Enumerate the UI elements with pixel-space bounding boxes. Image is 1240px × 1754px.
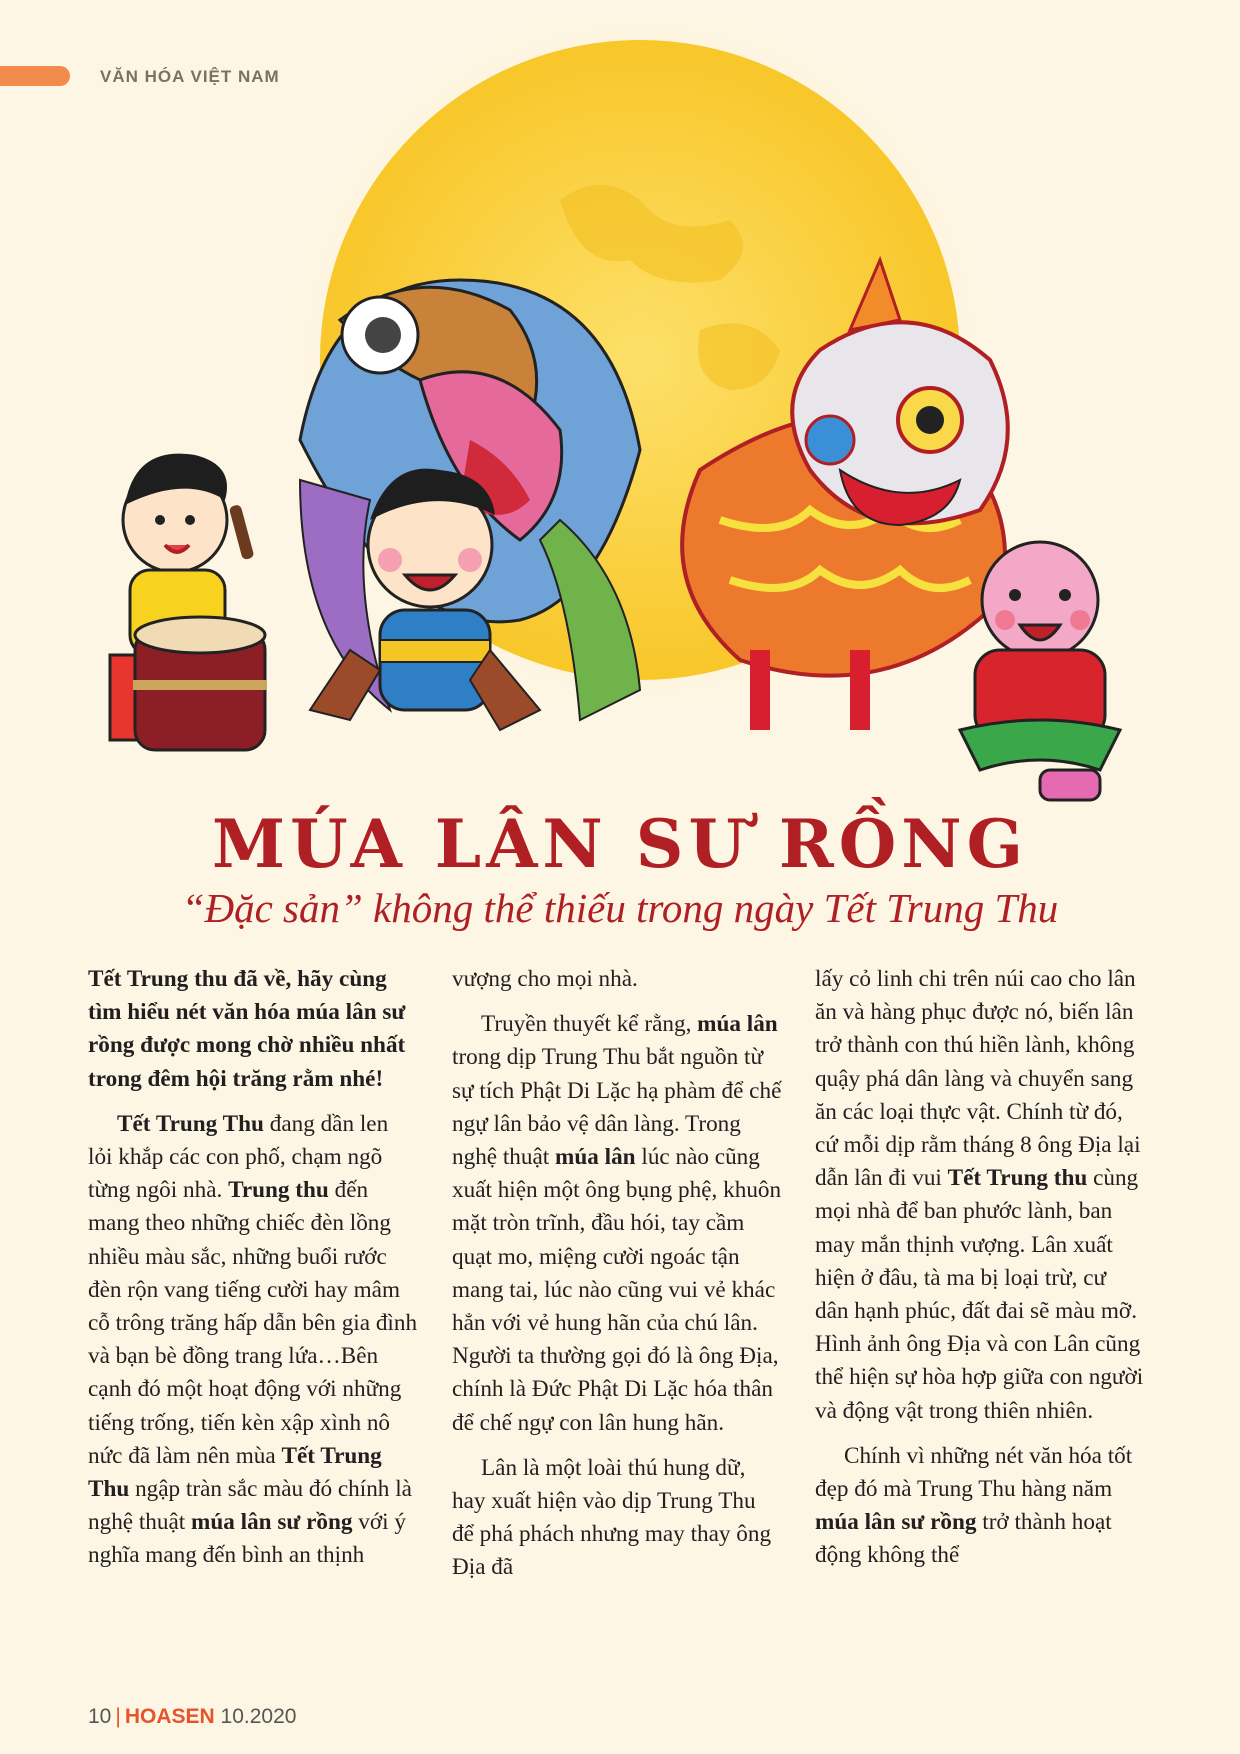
paragraph: Tết Trung Thu đang dần len lỏi khắp các con phố, chạm ngõ từng ngôi nhà. Trung thu đến mang theo những chiếc đèn lồng nhiều màu sắc, những buổi rước đèn rộn vang tiếng cười hay mâm cỗ trông trăng hấp dẫn bên gia đình và bạn bè đồng trang lứa…Bên cạnh đó một hoạt động với những tiếng trống, tiến kèn xập xình nô nức đã làm nên mùa Tết Trung Thu ngập tràn sắc màu đó chính là nghệ thuật múa lân sư rồng với ý nghĩa mang đến bình an thịnh bbox=[88, 1110, 418, 1569]
article-subtitle: “Đặc sản” không thể thiếu trong ngày Tết Trung Thu bbox=[181, 885, 1059, 931]
illustration-lion-dance bbox=[0, 0, 1240, 830]
section-label: VĂN HÓA VIỆT NAM bbox=[100, 67, 280, 86]
paragraph: Lân là một loài thú hung dữ, hay xuất hiện vào dịp Trung Thu để phá phách nhưng may thay ông Địa đã bbox=[452, 1454, 772, 1581]
paragraph: Tết Trung thu đã về, hãy cùng tìm hiểu nét văn hóa múa lân sư rồng được mong chờ nhiều nhất trong đêm hội trăng rằm nhé! bbox=[88, 966, 406, 1092]
text-column-3 bbox=[815, 963, 1145, 1585]
page-footer bbox=[88, 1705, 296, 1729]
drummer-boy bbox=[110, 454, 267, 750]
text-column-2 bbox=[452, 963, 782, 1597]
article-title: MÚA LÂN SƯ RỒNG bbox=[212, 805, 1028, 883]
paragraph: lấy cỏ linh chi trên núi cao cho lân ăn và hàng phục được nó, biến lân trở thành con thú hiền lành, không quậy phá dân làng và chuyển sang ăn các loại thực vật. Chính từ đó, cứ mỗi dịp rằm tháng 8 ông Địa lại dẫn lân đi vui Tết Trung thu cùng mọi nhà để ban phước lành, ban may mắn thịnh vượng. Lân xuất hiện ở đâu, tà ma bị loại trừ, cư dân hạnh phúc, đất đai sẽ màu mỡ. Hình ảnh ông Địa và con Lân cũng thể hiện sự hòa hợp giữa con người và động vật trong thiên nhiên. bbox=[815, 966, 1144, 1424]
issue-date: 10.2020 bbox=[220, 1705, 297, 1728]
paragraph: Chính vì những nét văn hóa tốt đẹp đó mà Trung Thu hàng năm múa lân sư rồng trở thành hoạt động không thể bbox=[815, 1442, 1133, 1569]
paragraph: Truyền thuyết kể rằng, múa lân trong dịp Trung Thu bắt nguồn từ sự tích Phật Di Lặc hạ phàm để chế ngự lân bảo vệ dân làng. Trong nghệ thuật múa lân lúc nào cũng xuất hiện một ông bụng phệ, khuôn mặt tròn trĩnh, đầu hói, tay cầm quạt mo, miệng cười ngoác tận mang tai, lúc nào cũng vui vẻ khác hẳn với vẻ hung hãn của chú lân. Người ta thường gọi đó là ông Địa, chính là Đức Phật Di Lặc hóa thân để chế ngự con lân hung hãn. bbox=[452, 1011, 782, 1436]
bald-boy bbox=[960, 542, 1120, 800]
text-column-1 bbox=[88, 963, 418, 1585]
magazine-brand: HOASEN bbox=[124, 1705, 215, 1728]
paragraph: vượng cho mọi nhà. bbox=[452, 966, 638, 992]
footer-divider: | bbox=[115, 1705, 121, 1728]
page-number: 10 bbox=[88, 1705, 112, 1728]
